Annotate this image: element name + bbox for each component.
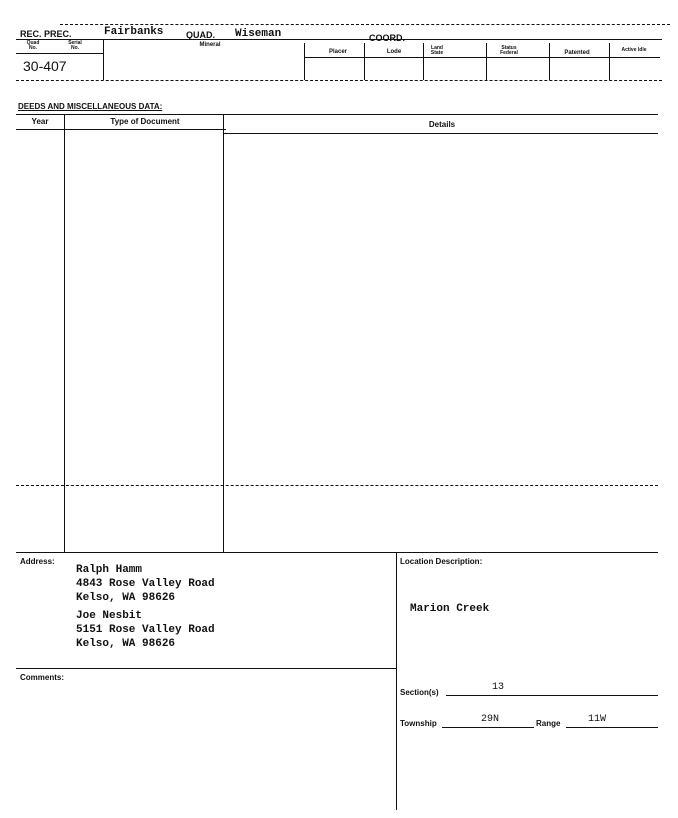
id-col-divider-1: [103, 40, 104, 80]
township-value: 29N: [481, 714, 500, 725]
comments-top-rule: [16, 668, 396, 669]
owner-block-2: [76, 609, 215, 651]
coord-label: COORD.: [369, 33, 405, 43]
id-col-divider-5: [486, 43, 487, 80]
placer-header: Placer: [328, 49, 347, 55]
col-type-header: Type of Document: [110, 117, 180, 126]
owner-name: Ralph Hamm: [76, 564, 143, 576]
owner-city: Kelso, WA 98626: [76, 592, 176, 604]
mineral-header: Mineral: [199, 42, 221, 48]
owner-name: Joe Nesbit: [76, 610, 143, 622]
col-year-header: Year: [31, 117, 49, 126]
owner-block-1: [76, 563, 215, 605]
active-idle-header: Active Idle: [621, 47, 647, 53]
section-value: 13: [492, 682, 505, 693]
comments-label: Comments:: [20, 673, 65, 682]
col-details-header: Details: [428, 120, 456, 129]
owner-street: 5151 Rose Valley Road: [76, 624, 215, 636]
quad-no-header: Quad No.: [26, 40, 40, 51]
id-col-divider-6: [549, 43, 550, 80]
rec-prec-value: Fairbanks: [104, 26, 164, 38]
location-label: Location Description:: [400, 557, 483, 566]
address-top-rule: [16, 552, 658, 553]
id-col-divider-2: [304, 43, 305, 80]
serial-no-header: Serial No.: [68, 40, 82, 51]
lode-header: Lode: [386, 49, 402, 55]
township-fill-line: [442, 727, 534, 728]
deeds-section-title: DEEDS AND MISCELLANEOUS DATA:: [18, 102, 163, 111]
id-table-bottom-dash: [16, 80, 662, 81]
deeds-header-rule-left: [16, 129, 226, 130]
status-federal-header: Status Federal: [500, 45, 518, 56]
id-table-subheader-rule-right: [304, 57, 660, 58]
owner-street: 4843 Rose Valley Road: [76, 578, 215, 590]
deeds-mid-dash: [16, 485, 658, 486]
patented-header: Patented: [564, 50, 590, 56]
range-value: 11W: [588, 714, 607, 725]
land-state-header: Land State: [430, 45, 444, 56]
quad-value: Wiseman: [235, 28, 282, 40]
range-label: Range: [536, 719, 561, 728]
location-value: Marion Creek: [410, 603, 490, 615]
address-location-divider: [396, 552, 397, 810]
quad-label: QUAD.: [186, 30, 215, 40]
rec-prec-label: REC. PREC.: [20, 29, 72, 39]
deeds-col-divider-1: [64, 114, 65, 552]
township-label: Township: [400, 719, 437, 728]
id-col-divider-3: [364, 43, 365, 80]
id-table-subheader-rule: [16, 53, 104, 54]
id-col-divider-4: [423, 43, 424, 80]
id-table-top-rule: [16, 39, 662, 40]
deeds-header-rule-right: [224, 133, 658, 134]
address-label: Address:: [20, 557, 55, 566]
deeds-col-divider-2: [223, 114, 224, 552]
section-fill-line: [446, 695, 658, 696]
range-fill-line: [566, 727, 658, 728]
section-label: Section(s): [400, 688, 439, 697]
deeds-top-rule: [16, 114, 658, 115]
owner-city: Kelso, WA 98626: [76, 638, 176, 650]
id-col-divider-7: [609, 43, 610, 80]
quad-serial-value: 30-407: [23, 58, 67, 74]
